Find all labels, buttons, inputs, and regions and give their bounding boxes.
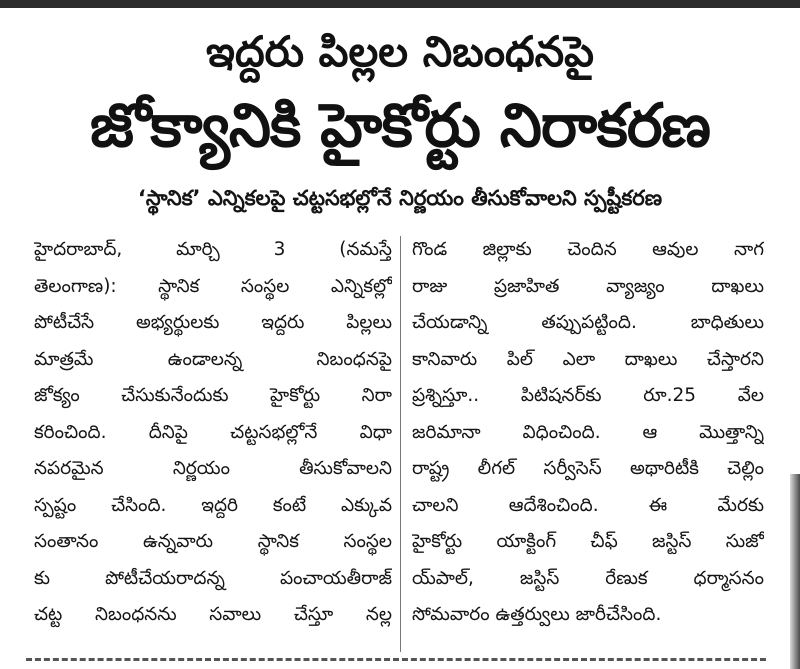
body-line: ప్రశ్నిస్తూ.. పిటిషనర్‌కు రూ.25 వేల	[412, 385, 764, 406]
body-line: కానివారు పిల్ ఎలా దాఖలు చేస్తారని	[412, 348, 764, 370]
body-line: సంతానం ఉన్నవారు స్థానిక సంస్థల	[34, 531, 392, 552]
headline-line-1: ఇద్దరు పిల్లల నిబంధనపై	[206, 27, 594, 76]
body-line: తెలంగాణ): స్థానిక సంస్థల ఎన్నికల్లో	[34, 275, 392, 297]
bottom-dashed-rule	[26, 658, 766, 661]
body-line: సోమవారం ఉత్తర్వులు జారీచేసింది.	[412, 604, 662, 625]
body-line: చేయడాన్ని తప్పుపట్టింది. బాధితులు	[412, 312, 764, 333]
body-line: చట్ట నిబంధనను సవాలు చేస్తూ నల్ల	[34, 604, 392, 625]
top-border-rule	[0, 0, 800, 8]
body-column-right	[412, 232, 764, 634]
body-column-left	[34, 232, 392, 634]
subheadline: ‘స్థానిక’ ఎన్నికలపై చట్టసభల్లోనే నిర్ణయం తీసుకోవాలని స్పష్టీకరణ	[137, 186, 663, 210]
body-line: చాలని ఆదేశించింది. ఈ మేరకు	[412, 494, 764, 516]
body-line: కు పోటీచేయరాదన్న పంచాయతీరాజ్	[34, 567, 392, 589]
body-line: నపరమైన నిర్ణయం తీసుకోవాలని	[34, 458, 392, 479]
body-line: హైకోర్టు యాక్టింగ్ చీఫ్ జస్టిస్ సుజో	[412, 531, 764, 552]
column-divider	[400, 236, 401, 652]
body-line: కరించింది. దీనిపై చట్టసభల్లోనే విధా	[34, 421, 392, 443]
headline-line-2: జోక్యానికి హైకోర్టు నిరాకరణ	[90, 91, 710, 161]
body-line: హైదరాబాద్, మార్చి 3 (నమస్తే	[34, 239, 392, 260]
body-line: జరిమానా విధించింది. ఆ మొత్తాన్ని	[412, 421, 764, 443]
page-edge-shadow	[790, 474, 800, 669]
body-line: జోక్యం చేసుకునేందుకు హైకోర్టు నిరా	[34, 385, 392, 406]
body-line: య్‌పాల్, జస్టిస్ రేణుక ధర్మాసనం	[412, 567, 764, 589]
body-line: రాష్ట్ర లీగల్ సర్వీసెస్ అథారిటీకి చెల్లిం	[412, 458, 764, 479]
body-line: స్పష్టం చేసింది. ఇద్దరి కంటే ఎక్కువ	[34, 494, 392, 516]
body-line: గొండ జిల్లాకు చెందిన ఆవుల నాగ	[412, 239, 764, 260]
body-line: మాత్రమే ఉండాలన్న నిబంధనపై	[34, 348, 392, 370]
body-line: రాజు ప్రజాహిత వ్యాజ్యం దాఖలు	[412, 275, 764, 297]
body-line: పోటీచేసే అభ్యర్థులకు ఇద్దరు పిల్లలు	[34, 312, 392, 333]
